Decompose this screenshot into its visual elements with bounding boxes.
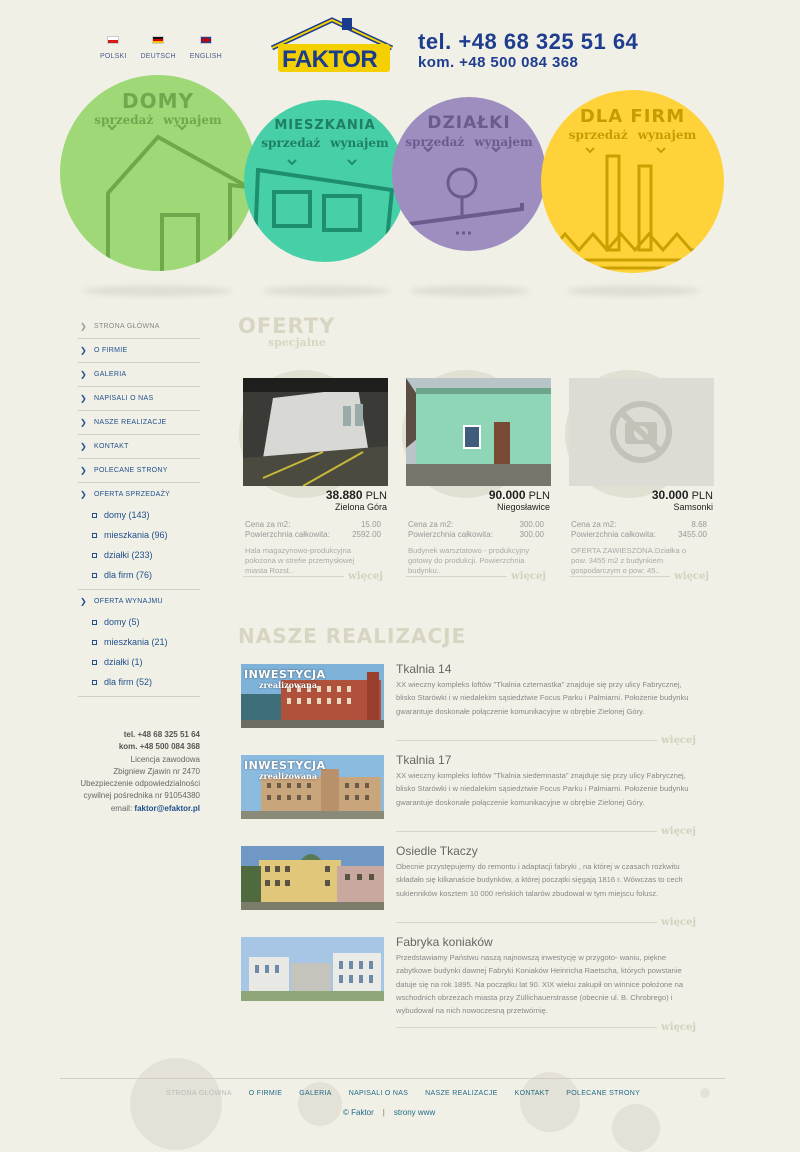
circle-shadow	[410, 286, 530, 296]
footer-circle-decor	[298, 1082, 342, 1126]
germany-flag-icon	[152, 36, 164, 44]
footer-circle-decor	[520, 1072, 580, 1132]
nav-sub-label: domy (5)	[104, 617, 140, 627]
nav-rent-dla-firm[interactable]	[78, 672, 200, 692]
nav-sale-dzialki[interactable]	[78, 545, 200, 565]
footer-link-kontakt[interactable]: KONTAKT	[514, 1090, 550, 1097]
footer-link-o-firmie[interactable]: O FIRMIE	[248, 1090, 283, 1097]
realizacje-heading: NASZE REALIZACJE	[238, 624, 467, 648]
category-domy[interactable]	[60, 75, 256, 271]
chevron-right-icon: ❯	[80, 596, 88, 606]
oferty-heading: OFERTY	[238, 314, 336, 338]
category-links	[541, 128, 724, 142]
badge-title: INWESTYCJA	[244, 759, 326, 772]
sale-link[interactable]: sprzedaż	[405, 135, 465, 149]
footer-circle-decor	[700, 1088, 710, 1098]
nav-rent-dzialki[interactable]	[78, 652, 200, 672]
offer-photo-workshop[interactable]	[406, 378, 551, 486]
chevron-right-icon: ❯	[80, 370, 88, 379]
more-link[interactable]: więcej	[406, 576, 546, 577]
nav-nasze-realizacje[interactable]	[78, 411, 200, 435]
contact-line: Licencja zawodowa	[130, 754, 200, 764]
realizacja-text: Przedstawiamy Państwu naszą najnowszą inwestycję w przygoto- waniu, piękne zabytkowe budynki dawnej Fabryki Koniaków Heinricha Raetscha, których powstanie datuje się na rok 1895. Na początku lat 90. XIX wieku zakupił on winnice położone na wschodnich obrzeżach miasta przy Züllichauerstrasse (obecnie ul. B. Chrobrego) i wybudował na nich nowoczesną przetwórnię.	[396, 953, 684, 1016]
contact-kom: kom. +48 500 084 368	[118, 742, 200, 752]
category-dla-firm[interactable]	[541, 90, 724, 273]
realizacja-thumb[interactable]	[241, 755, 384, 819]
realizacja-title[interactable]: Osiedle Tkaczy	[396, 844, 478, 858]
logo-text: FAKTOR	[282, 46, 378, 73]
lang-deutsch[interactable]	[141, 36, 176, 60]
badge-subtitle: zrealizowana	[259, 771, 318, 781]
nav-sub-label: domy (143)	[104, 510, 150, 520]
nav-label: GALERIA	[94, 371, 127, 378]
lang-english[interactable]	[190, 36, 222, 60]
lang-polski[interactable]	[100, 36, 127, 60]
contact-line: cywilnej pośrednika nr 91054380	[83, 791, 200, 801]
nav-label: NASZE REALIZACJE	[94, 419, 167, 426]
footer-link-galeria[interactable]: GALERIA	[299, 1090, 332, 1097]
nav-sub-label: mieszkania (21)	[104, 637, 168, 647]
offer-city: Samsonki	[673, 502, 713, 512]
nav-sub-label: dla firm (76)	[104, 570, 153, 580]
chevron-right-icon: ❯	[80, 489, 88, 499]
more-link[interactable]: więcej	[396, 922, 696, 923]
offer-details: Cena za m2: 15.00 Powierzchnia całkowita: 2592.00	[245, 520, 381, 539]
bullet-icon	[92, 573, 97, 578]
lang-label: POLSKI	[100, 53, 127, 60]
nav-label: O FIRMIE	[94, 347, 128, 354]
uk-flag-icon	[200, 36, 212, 44]
nav-label: POLECANE STRONY	[94, 467, 168, 474]
circle-shadow	[82, 286, 232, 296]
nav-label: OFERTA SPRZEDAŻY	[94, 490, 171, 498]
footer-link-napisali-o-nas[interactable]: NAPISALI O NAS	[348, 1090, 409, 1097]
nav-label: STRONA GŁÓWNA	[94, 323, 160, 330]
credit-link[interactable]: strony www	[393, 1108, 436, 1117]
sale-link[interactable]: sprzedaż	[94, 113, 154, 127]
bullet-icon	[92, 533, 97, 538]
contact-line: Ubezpieczenie odpowiedzialności	[80, 779, 200, 789]
sidebar-contact	[40, 729, 200, 815]
category-links	[60, 113, 256, 127]
footer-bottom	[343, 1108, 435, 1117]
badge-title: INWESTYCJA	[244, 668, 326, 681]
badge-subtitle: zrealizowana	[259, 680, 318, 690]
footer-nav	[166, 1090, 657, 1097]
nav-oferta-wynajmu[interactable]	[78, 590, 200, 612]
bullet-icon	[92, 640, 97, 645]
offer-details: Cena za m2: 300.00 Powierzchnia całkowita: 300.00	[408, 520, 544, 539]
chevron-right-icon: ❯	[80, 394, 88, 403]
nav-label: KONTAKT	[94, 443, 129, 450]
more-link[interactable]: więcej	[396, 831, 696, 832]
category-links	[244, 136, 406, 150]
more-link[interactable]: więcej	[396, 1027, 696, 1028]
oferty-subheading: specjalne	[268, 336, 326, 349]
footer-circle-decor	[130, 1058, 222, 1150]
category-title: DZIAŁKI	[427, 113, 511, 133]
nav-strona-glowna[interactable]	[78, 315, 200, 339]
sidebar-nav	[78, 315, 200, 697]
rent-link[interactable]: wynajem	[330, 136, 389, 150]
nav-sale-domy[interactable]	[78, 505, 200, 525]
footer-link-nasze-realizacje[interactable]: NASZE REALIZACJE	[425, 1090, 498, 1097]
header-tel: tel. +48 68 325 51 64	[418, 29, 639, 54]
poland-flag-icon	[107, 36, 119, 44]
more-link[interactable]: więcej	[243, 576, 383, 577]
category-dzialki[interactable]	[392, 97, 546, 251]
copyright-link[interactable]: © Faktor	[343, 1108, 374, 1117]
rent-link[interactable]: wynajem	[637, 128, 697, 142]
bullet-icon	[92, 680, 97, 685]
email-link[interactable]: faktor@efaktor.pl	[134, 803, 200, 813]
offer-photo-warehouse[interactable]	[243, 378, 388, 486]
offer-photo-placeholder[interactable]	[569, 378, 714, 486]
nav-kontakt[interactable]	[78, 435, 200, 459]
footer-separator: |	[382, 1108, 385, 1117]
sale-link[interactable]: sprzedaż	[568, 128, 628, 142]
nav-rent-mieszkania[interactable]	[78, 632, 200, 652]
realizacja-text: XX wieczny kompleks loftów "Tkalnia siedemnasta" znajduje się przy ulicy Fabrycznej, blisko Starówki i w niedalekim sąsiedztwie Focus Parku i Palmiarni. Położenie budynku gwarantuje doskonałe połączenie komunikacyjne w obrębie Zielonej Góry.	[396, 771, 689, 807]
nav-o-firmie[interactable]	[78, 339, 200, 363]
logo[interactable]	[268, 16, 396, 74]
language-switcher	[100, 36, 222, 60]
more-link[interactable]: więcej	[569, 576, 709, 577]
more-link[interactable]: więcej	[396, 740, 696, 741]
nav-rent-group	[78, 590, 200, 697]
realizacja-text: XX wieczny kompleks loftów "Tkalnia czternastka" znajduje się przy ulicy Fabrycznej, blisko Starówki i w niedalekim sąsiedztwie Focus Parku i Palmiarni. Położenie budynku gwarantuje doskonałe połączenie komunikacyjne w obrębie Zielonej Góry.	[396, 680, 689, 716]
offer-price: 30.000 PLN	[651, 488, 713, 502]
circle-shadow	[262, 286, 390, 296]
nav-sub-label: mieszkania (96)	[104, 530, 168, 540]
nav-sale-group	[78, 483, 200, 590]
footer-link-strona-glowna[interactable]: STRONA GŁÓWNA	[166, 1090, 232, 1097]
circle-shadow	[566, 286, 700, 296]
nav-polecane-strony[interactable]	[78, 459, 200, 483]
header-phones	[418, 30, 638, 72]
footer-link-polecane-strony[interactable]: POLECANE STRONY	[566, 1090, 641, 1097]
contact-tel: tel. +48 68 325 51 64	[123, 730, 200, 739]
footer-circle-decor	[612, 1104, 660, 1152]
footer-divider	[60, 1078, 725, 1079]
bullet-icon	[92, 620, 97, 625]
category-title: DLA FIRM	[579, 106, 686, 127]
chevron-right-icon: ❯	[80, 322, 88, 331]
offer-details: Cena za m2: 8.68 Powierzchnia całkowita: 3455.00	[571, 520, 707, 539]
category-links	[392, 135, 546, 149]
offer-price: 38.880 PLN	[325, 488, 387, 502]
lang-label: ENGLISH	[189, 53, 222, 60]
bullet-icon	[92, 660, 97, 665]
offer-price: 90.000 PLN	[488, 488, 550, 502]
nav-galeria[interactable]	[78, 363, 200, 387]
bullet-icon	[92, 553, 97, 558]
nav-napisali-o-nas[interactable]	[78, 387, 200, 411]
chevron-right-icon: ❯	[80, 418, 88, 427]
offer-city: Zielona Góra	[334, 502, 387, 512]
nav-oferta-sprzedazy[interactable]	[78, 483, 200, 505]
offer-description: Budynek warsztatowo - produkcyjny gotowy do produkcji. Powierzchnia budynku..	[408, 546, 530, 575]
header-kom: kom. +48 500 084 368	[418, 54, 579, 71]
sale-link[interactable]: sprzedaż	[261, 136, 321, 150]
rent-link[interactable]: wynajem	[474, 135, 533, 149]
rent-link[interactable]: wynajem	[163, 113, 222, 127]
nav-sale-dla-firm[interactable]	[78, 565, 200, 585]
chevron-right-icon: ❯	[80, 442, 88, 451]
realizacja-thumb[interactable]	[241, 937, 384, 1001]
nav-label: OFERTA WYNAJMU	[94, 597, 163, 605]
contact-line: Zbigniew Zjawin nr 2470	[113, 766, 200, 776]
realizacja-title[interactable]: Tkalnia 14	[396, 662, 452, 676]
email-label: email:	[110, 803, 133, 813]
category-mieszkania[interactable]	[244, 100, 406, 262]
realizacja-thumb[interactable]	[241, 664, 384, 728]
nav-sub-label: dla firm (52)	[104, 677, 153, 687]
nav-label: NAPISALI O NAS	[94, 395, 154, 402]
category-title: DOMY	[122, 89, 194, 113]
realizacja-title[interactable]: Tkalnia 17	[396, 753, 452, 767]
realizacja-thumb[interactable]	[241, 846, 384, 910]
bullet-icon	[92, 513, 97, 518]
chevron-right-icon: ❯	[80, 466, 88, 475]
realizacja-title[interactable]: Fabryka koniaków	[396, 935, 493, 949]
nav-sale-mieszkania[interactable]	[78, 525, 200, 545]
offer-description: OFERTA ZAWIESZONA.Działka o pow. 3455 m2 z budynkiem gospodarczym o pow: 45..	[571, 546, 687, 575]
lang-label: DEUTSCH	[140, 53, 176, 60]
nav-sub-label: działki (1)	[104, 657, 143, 667]
chevron-right-icon: ❯	[80, 346, 88, 355]
offer-city: Niegosławice	[496, 502, 550, 512]
offer-description: Hala magazynowo-produkcyjna położona w strefie przemysłowej miasta Rozst..	[245, 546, 355, 575]
nav-rent-domy[interactable]	[78, 612, 200, 632]
realizacja-text: Obecnie przystępujemy do remontu i adaptacji fabryki , na której w czasach rozkwitu składało się kilkanaście budynków, a której początki sięgają 1816 r. Wówczas to cech sukienników kosztem 10 000 reńskich talarów zbudował w tym miejscu folusz.	[396, 862, 683, 898]
category-title: MIESZKANIA	[274, 118, 376, 133]
nav-sub-label: działki (233)	[104, 550, 153, 560]
